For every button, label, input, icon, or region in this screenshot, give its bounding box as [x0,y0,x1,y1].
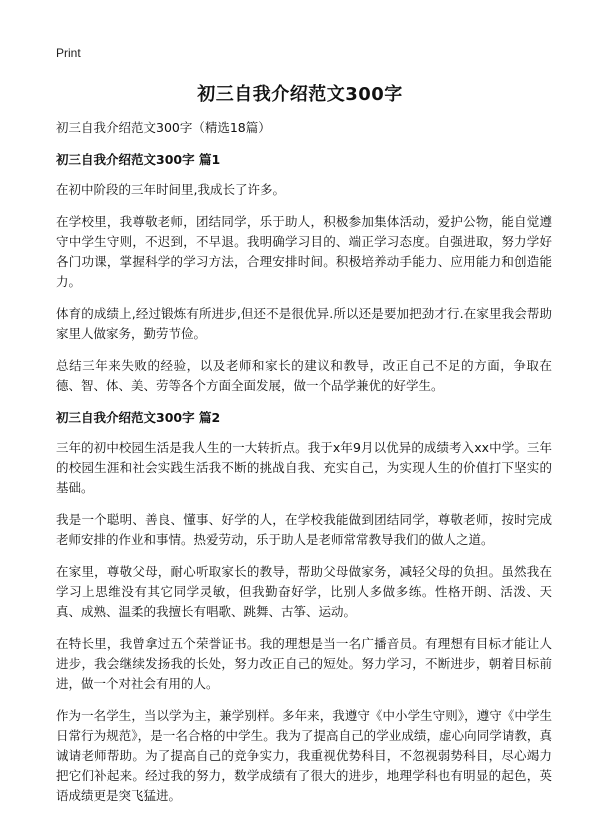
section-heading-2: 初三自我介绍范文300字 篇2 [56,410,221,425]
paragraph: 在初中阶段的三年时间里,我成长了许多。 [56,182,285,197]
page-title: 初三自我介绍范文300字 [197,84,403,105]
paragraph: 在特长里，我曾拿过五个荣誉证书。我的理想是当一名广播音员。有理想有目标才能让人进步，我会继续发扬我的长处，努力改正自己的短处。努力学习，不断进步，朝着目标前进，做一个对社会有用的人。 [56,636,552,691]
print-label: Print [56,46,81,60]
paragraph: 我是一个聪明、善良、懂事、好学的人，在学校我能做到团结同学，尊敬老师，按时完成老师安排的作业和事情。热爱劳动，乐于助人是老师常常教导我们的做人之道。 [56,512,552,547]
paragraph: 体育的成绩上,经过锻炼有所进步,但还不是很优异.所以还是要加把劲才行.在家里我会帮助家里人做家务，勤劳节俭。 [56,306,552,341]
paragraph: 作为一名学生，当以学为主，兼学别样。多年来，我遵守《中小学生守则》，遵守《中学生日常行为规范》，是一名合格的中学生。我为了提高自己的学业成绩，虚心向同学请教，真诚请老师帮助。为了提高自己的竞争实力，我重视优势科目，不忽视弱势科目，尽心竭力把它们补起来。经过我的努力，数学成绩有了很大的进步，地理学科也有明显的起色，英语成绩更是突飞猛进。 [56,708,552,803]
paragraph: 在家里，尊敬父母，耐心听取家长的教导，帮助父母做家务，减轻父母的负担。虽然我在学习上思维没有其它同学灵敏，但我勤奋好学，比别人多做多练。性格开朗、活泼、天真、成熟、温柔的我擅长有唱歌、跳舞、古筝、运动。 [56,564,552,619]
paragraph: 在学校里，我尊敬老师，团结同学，乐于助人，积极参加集体活动，爱护公物，能自觉遵守中学生守则，不迟到，不早退。我明确学习目的、端正学习态度。自强进取，努力学好各门功课，掌握科学的学习方法，合理安排时间。积极培养动手能力、应用能力和创造能力。 [56,214,552,289]
document-subtitle: 初三自我介绍范文300字（精选18篇） [56,120,271,135]
paragraph: 三年的初中校园生活是我人生的一大转折点。我于x年9月以优异的成绩考入xx中学。三年的校园生涯和社会实践生活我不断的挑战自我、充实自己，为实现人生的价值打下坚实的基础。 [56,440,552,495]
section-heading-1: 初三自我介绍范文300字 篇1 [56,152,221,167]
document-body [56,118,552,818]
paragraph: 总结三年来失败的经验，以及老师和家长的建议和教导，改正自己不足的方面，争取在德、智、体、美、劳等各个方面全面发展，做一个品学兼优的好学生。 [56,358,552,393]
